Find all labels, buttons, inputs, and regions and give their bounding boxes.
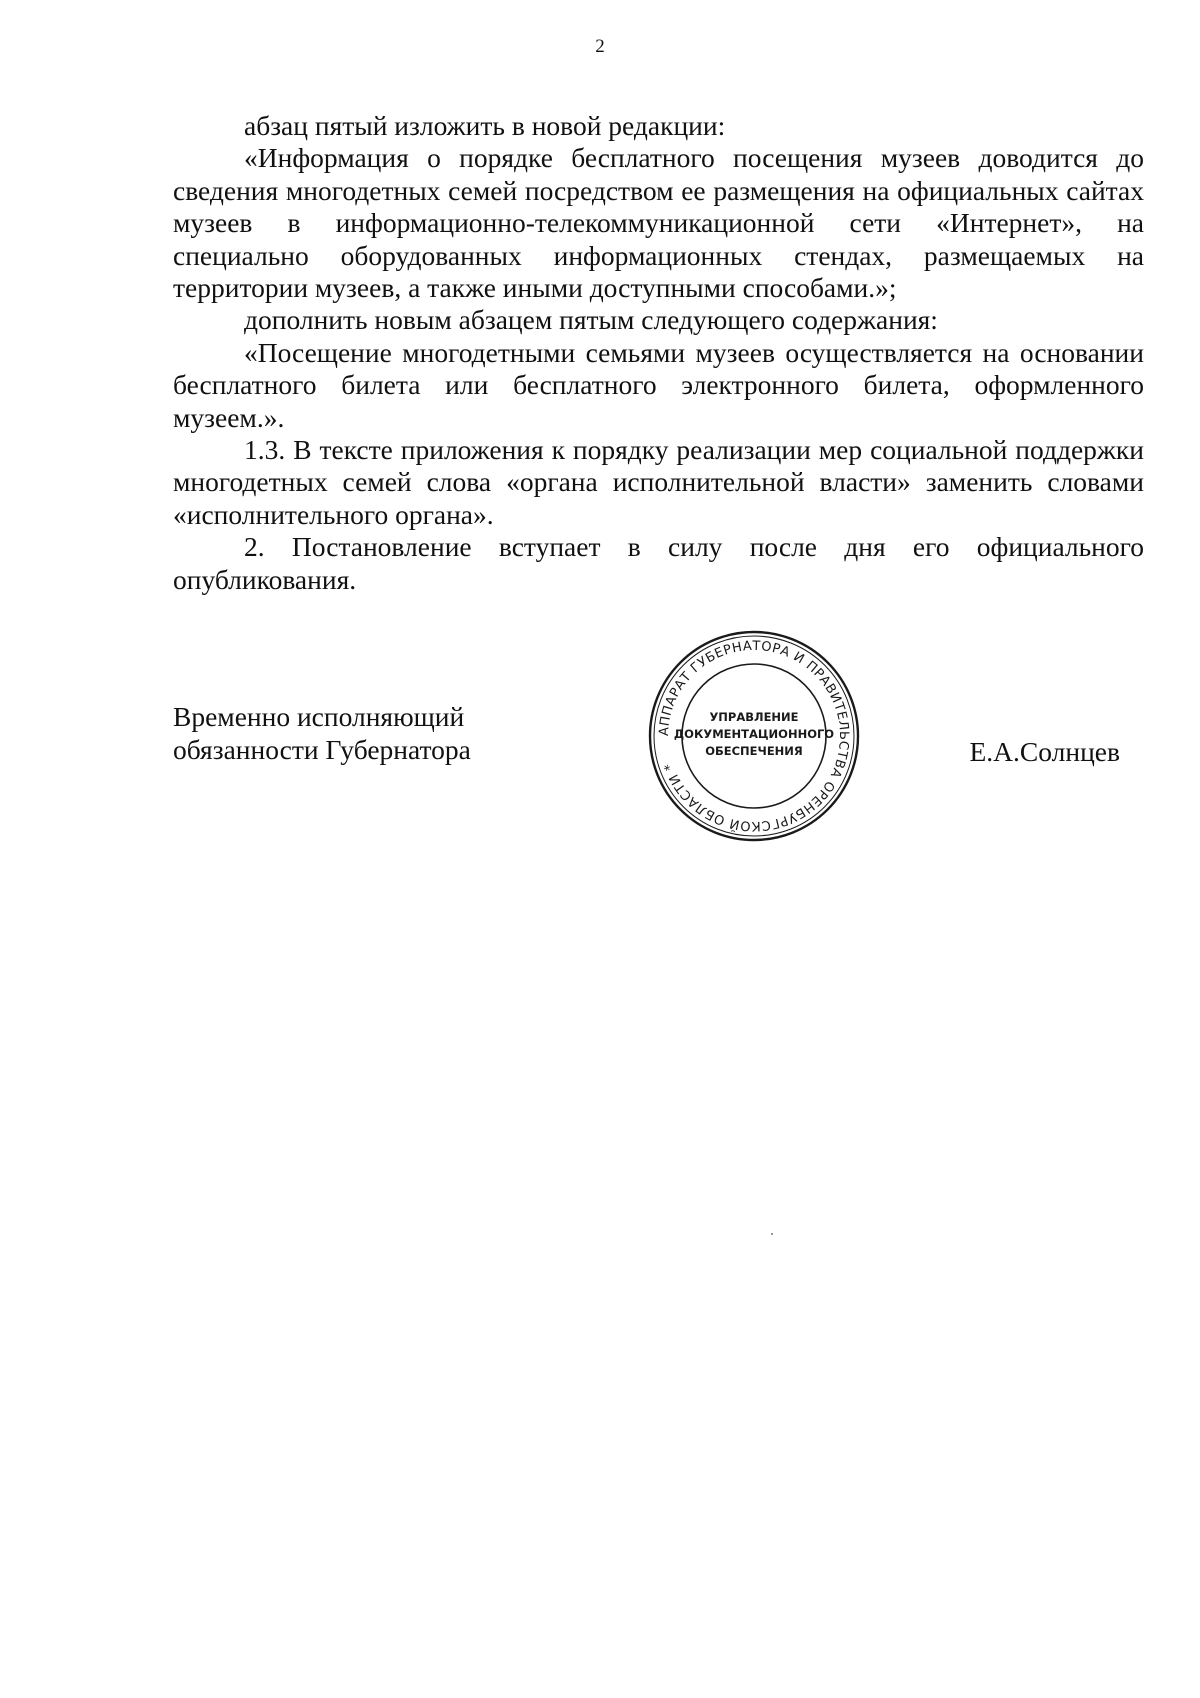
signatory-name: Е.А.Солнцев [969, 736, 1120, 767]
paragraph-instruction-2: дополнить новым абзацем пятым следующего содержания: [244, 304, 938, 336]
seal-ring-text: АППАРАТ ГУБЕРНАТОРА И ПРАВИТЕЛЬСТВА ОРЕНБУРГСКОЙ ОБЛАСТИ * [656, 638, 852, 834]
paragraph-quote-1: «Информация о порядке бесплатного посещения музеев доводится до сведения многодетных семей посредством ее размещения на официальных сайтах музеев в информационно-телекоммуникационной сети «Интернет», на специально оборудованных информационных стендах, размещаемых на территории музеев, а также иными доступными способами.»; [173, 142, 1144, 304]
paragraph-item-2: 2. Постановление вступает в силу после дня его официального опубликования. [173, 531, 1144, 595]
signatory-title-line-1: Временно исполняющий [173, 701, 465, 732]
seal-center-line-2: ДОКУМЕНТАЦИОННОГО [673, 727, 835, 741]
signatory-title-line-2: обязанности Губернатора [173, 734, 471, 765]
seal-center-line-3: ОБЕСПЕЧЕНИЯ [705, 744, 803, 758]
signatory-title [173, 700, 471, 766]
paragraph-quote-2: «Посещение многодетными семьями музеев осуществляется на основании бесплатного билета или бесплатного электронного билета, оформленного музеем.». [173, 336, 1144, 433]
scan-speck [771, 1233, 773, 1235]
official-seal-graphic [643, 625, 865, 847]
seal-center-line-1: УПРАВЛЕНИЕ [709, 710, 799, 724]
page-number: 2 [595, 36, 605, 57]
document-body [173, 110, 1144, 596]
official-seal [643, 625, 865, 847]
paragraph-item-1-3: 1.3. В тексте приложения к порядку реализации мер социальной поддержки многодетных семей слова «органа исполнительной власти» заменить словами «исполнительного органа». [173, 434, 1144, 530]
paragraph-instruction-1: абзац пятый изложить в новой редакции: [244, 110, 726, 141]
